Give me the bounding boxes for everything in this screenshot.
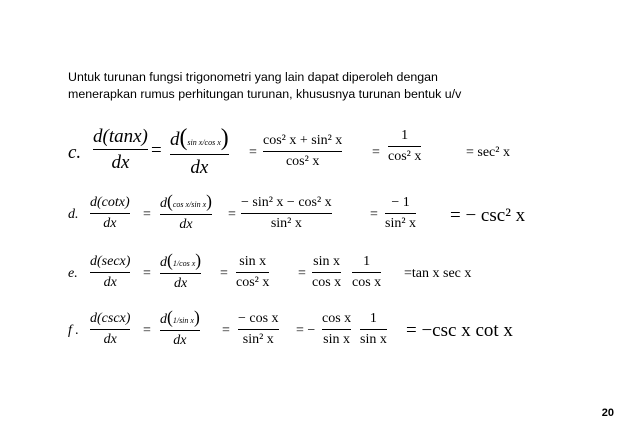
quotient-numerator: d(sin x/cos x) (170, 125, 229, 151)
step1-fraction (236, 255, 269, 290)
lhs-fraction (90, 255, 130, 290)
quotient-numerator: d(cos x/sin x) (160, 191, 212, 211)
step2a-numerator: sin x (313, 254, 340, 269)
result: =tan x sec x (404, 266, 472, 281)
intro-line-1: Untuk turunan fungsi trigonometri yang lain dapat diperoleh dengan (68, 70, 438, 84)
quotient-fraction (160, 193, 212, 232)
fraction-bar (385, 213, 416, 214)
fraction-bar (322, 329, 351, 330)
equals-sign: = (143, 207, 151, 222)
equals-sign: = (143, 266, 151, 281)
row-label: f . (68, 323, 79, 338)
inner-numerator: cos x (172, 200, 190, 209)
equals-sign: = (372, 145, 380, 160)
equals-sign: = (370, 207, 378, 222)
fraction-bar (241, 213, 332, 214)
equals-sign: = (151, 140, 162, 161)
step2b-fraction (352, 255, 381, 290)
lhs-numerator: d(cscx) (90, 311, 131, 326)
result: = −csc x cot x (406, 320, 513, 341)
step2a-fraction (322, 312, 351, 347)
equals-minus-sign: = − (296, 323, 316, 338)
inner-numerator: 1 (172, 259, 177, 268)
inner-denominator: cos x (179, 259, 196, 268)
fraction-bar (238, 329, 279, 330)
equals-sign: = (249, 145, 257, 160)
fraction-bar (170, 154, 229, 155)
intro-text (68, 69, 568, 103)
step1-denominator: sin² x (242, 332, 274, 347)
equals-sign: = (220, 266, 228, 281)
lhs-fraction (90, 312, 130, 347)
step1-fraction (238, 312, 279, 347)
lhs-denominator: dx (103, 275, 117, 290)
inner-numerator: 1 (172, 316, 177, 325)
step2-denominator: sin² x (385, 216, 417, 231)
result: = sec² x (466, 145, 510, 160)
lhs-numerator: d(cotx) (90, 195, 130, 210)
equals-sign: = (228, 207, 236, 222)
lhs-fraction (93, 127, 148, 172)
quotient-denominator: dx (179, 217, 193, 232)
step2b-numerator: 1 (369, 311, 377, 326)
fraction-bar (236, 272, 269, 273)
lhs-numerator: d(secx) (90, 254, 131, 269)
quotient-numerator: d(1/cos x) (160, 250, 202, 270)
page-number: 20 (601, 407, 614, 419)
step1-numerator: cos² x + sin² x (263, 133, 343, 148)
step1-fraction (241, 196, 332, 231)
step2a-denominator: cos x (312, 275, 342, 290)
step1-numerator: sin x (239, 254, 267, 269)
step2-denominator: cos² x (388, 149, 422, 164)
fraction-bar (352, 272, 381, 273)
row-label: e. (68, 266, 78, 281)
lhs-denominator: dx (111, 152, 130, 173)
inner-denominator: cos x (204, 138, 221, 147)
quotient-denominator: dx (173, 276, 188, 291)
fraction-bar (160, 330, 200, 331)
quotient-denominator: dx (190, 156, 209, 178)
lhs-denominator: dx (103, 332, 117, 347)
inner-denominator: sin x (179, 316, 194, 325)
fraction-bar (93, 149, 148, 150)
fraction-bar (90, 272, 130, 273)
fraction-bar (90, 329, 130, 330)
inner-denominator: sin x (191, 200, 207, 209)
quotient-numerator: d(1/sin x) (160, 307, 200, 327)
lhs-numerator: d(tanx) (93, 126, 148, 147)
fraction-bar (312, 272, 341, 273)
step2b-fraction (360, 312, 387, 347)
step2-fraction (388, 129, 421, 164)
inner-numerator: sin x (187, 138, 203, 147)
quotient-denominator: dx (173, 333, 187, 348)
step2a-denominator: sin x (323, 332, 350, 347)
step1-denominator: cos² x (285, 154, 320, 169)
step2b-denominator: sin x (360, 332, 387, 347)
quotient-fraction (160, 309, 200, 348)
equals-sign: = (143, 323, 151, 338)
step1-numerator: − sin² x − cos² x (241, 195, 332, 210)
fraction-bar (160, 273, 201, 274)
fraction-bar (160, 214, 212, 215)
step1-denominator: cos² x (236, 275, 270, 290)
step2b-denominator: cos x (352, 275, 382, 290)
step2-numerator: − 1 (391, 195, 410, 210)
quotient-fraction (170, 127, 229, 177)
lhs-fraction (90, 196, 130, 231)
step2-fraction (385, 196, 416, 231)
step1-fraction (263, 134, 342, 169)
fraction-bar (90, 213, 130, 214)
step1-numerator: − cos x (238, 311, 279, 326)
quotient-fraction (160, 252, 201, 291)
step1-denominator: sin² x (270, 216, 302, 231)
fraction-bar (360, 329, 387, 330)
step2a-fraction (312, 255, 341, 290)
step2a-numerator: cos x (322, 311, 352, 326)
step2b-numerator: 1 (363, 254, 371, 269)
step2-numerator: 1 (401, 128, 409, 143)
equals-sign: = (222, 323, 230, 338)
intro-line-2: menerapkan rumus perhitungan turunan, khususnya turunan bentuk u/v (68, 87, 462, 101)
row-label: c. (68, 142, 82, 163)
fraction-bar (388, 146, 421, 147)
fraction-bar (263, 151, 342, 152)
result: = − csc² x (450, 205, 526, 226)
lhs-denominator: dx (103, 216, 117, 231)
row-label: d. (68, 207, 79, 222)
equals-sign: = (298, 266, 306, 281)
